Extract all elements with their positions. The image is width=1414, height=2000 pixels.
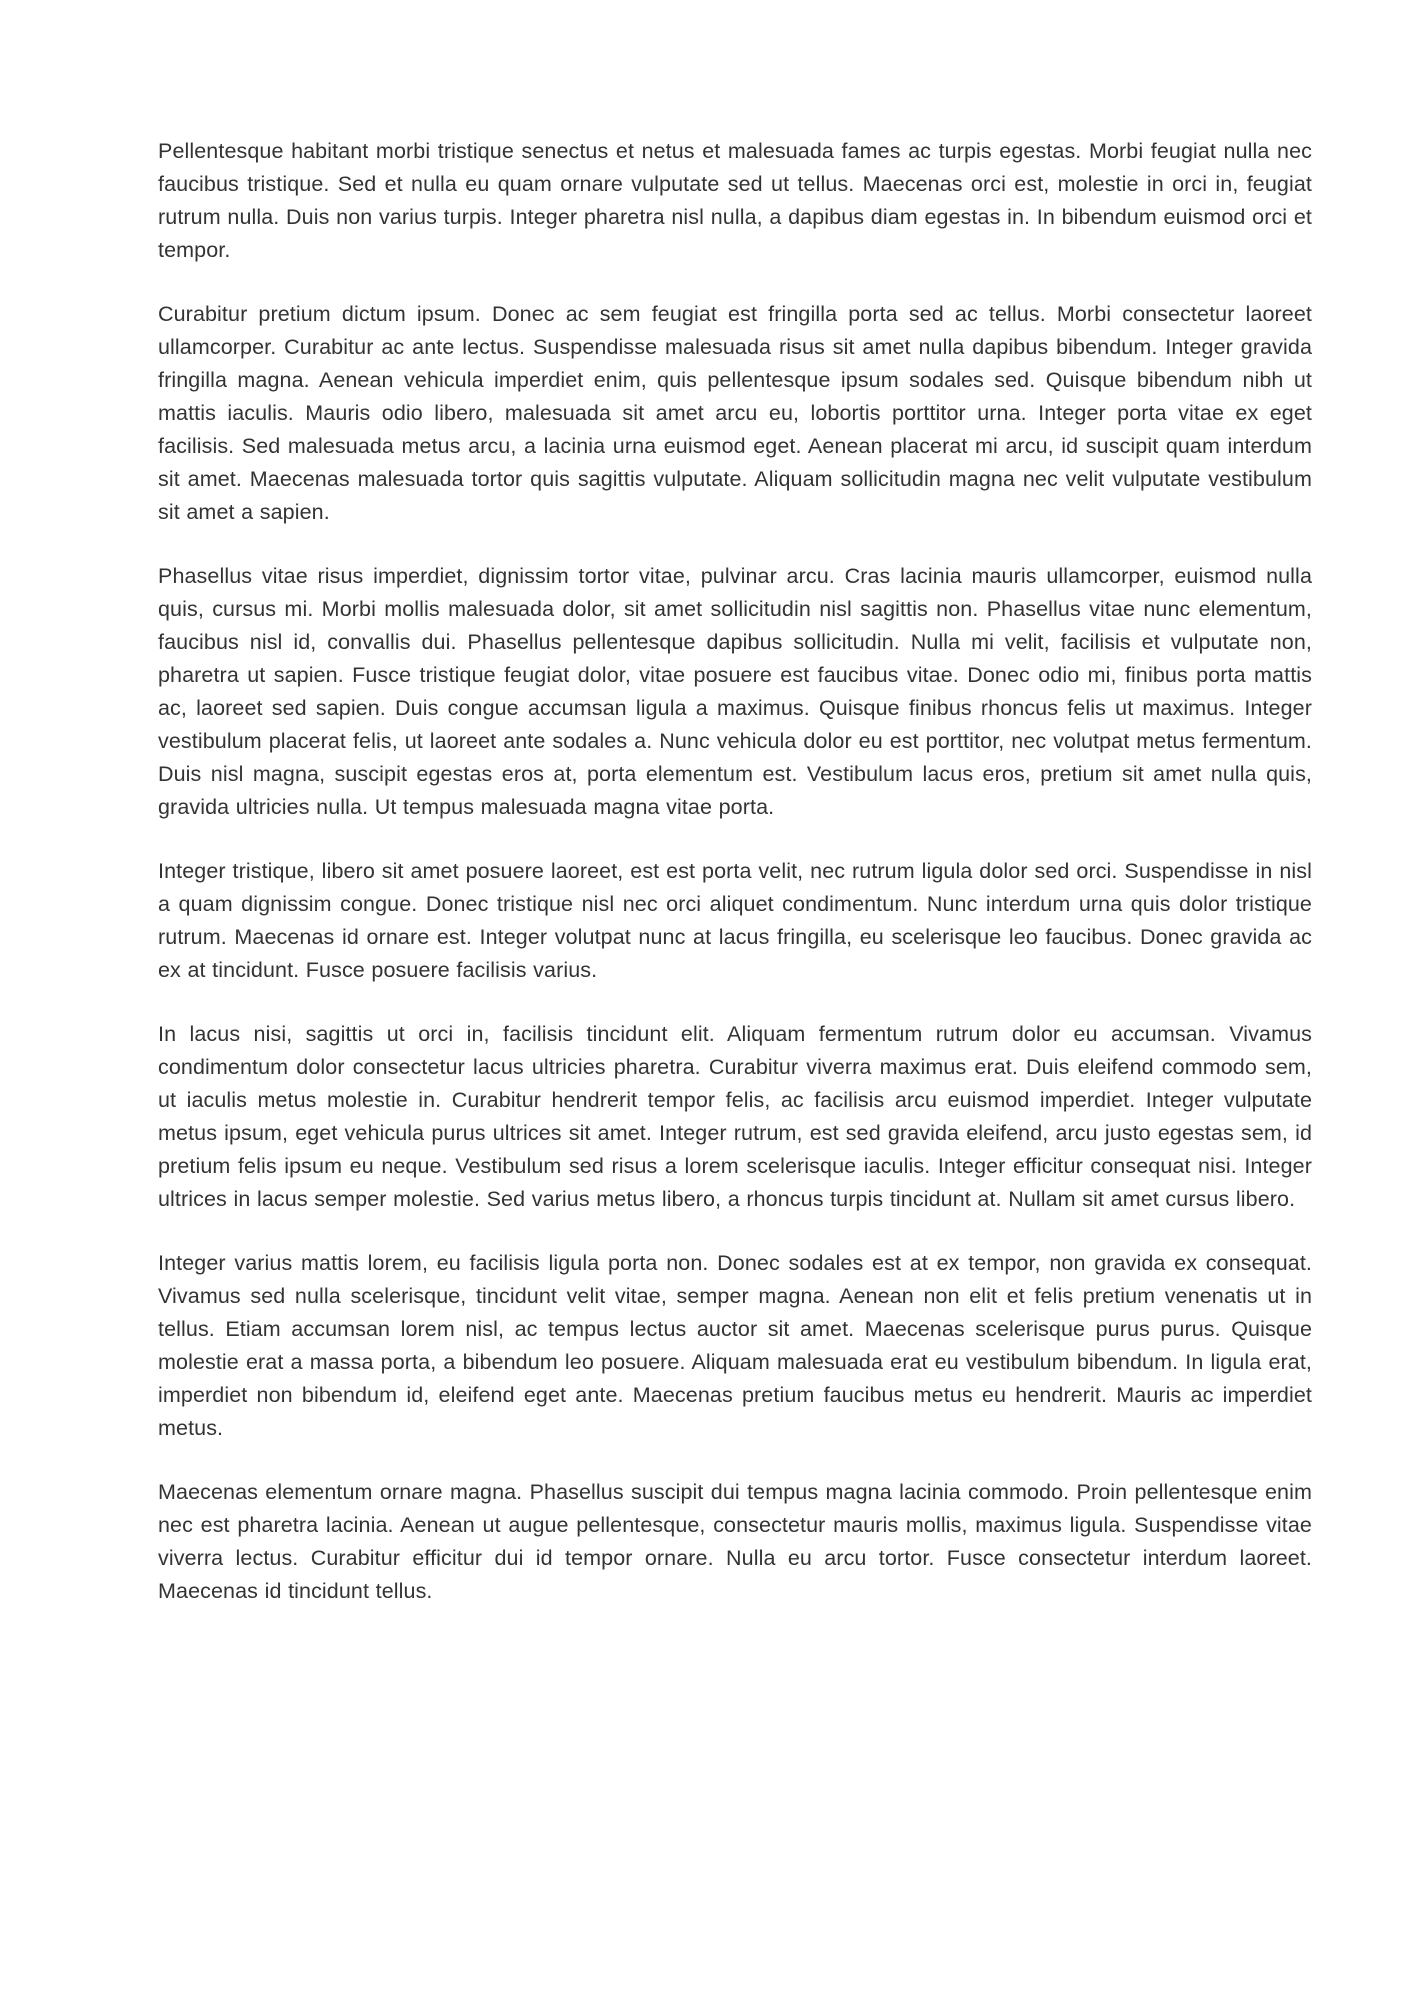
paragraph-7: Maecenas elementum ornare magna. Phasellus suscipit dui tempus magna lacinia commodo. Proin pellentesque enim nec est pharetra lacinia. Aenean ut augue pellentesque, consectetur mauris mollis, maximus ligula. Suspendisse vitae viverra lectus. Curabitur efficitur dui id tempor ornare. Nulla eu arcu tortor. Fusce consectetur interdum laoreet. Maecenas id tincidunt tellus. [158,1480,1312,1603]
paragraph-3: Phasellus vitae risus imperdiet, dignissim tortor vitae, pulvinar arcu. Cras lacinia mauris ullamcorper, euismod nulla quis, cursus mi. Morbi mollis malesuada dolor, sit amet sollicitudin nisl sagittis non. Phasellus vitae nunc elementum, faucibus nisl id, convallis dui. Phasellus pellentesque dapibus sollicitudin. Nulla mi velit, facilisis et vulputate non, pharetra ut sapien. Fusce tristique feugiat dolor, vitae posuere est faucibus vitae. Donec odio mi, finibus porta mattis ac, laoreet sed sapien. Duis congue accumsan ligula a maximus. Quisque finibus rhoncus felis ut maximus. Integer vestibulum placerat felis, ut laoreet ante sodales a. Nunc vehicula dolor eu est porttitor, nec volutpat metus fermentum. Duis nisl magna, suscipit egestas eros at, porta elementum est. Vestibulum lacus eros, pretium sit amet nulla quis, gravida ultricies nulla. Ut tempus malesuada magna vitae porta. [158,564,1312,819]
paragraph-1: Pellentesque habitant morbi tristique senectus et netus et malesuada fames ac turpis egestas. Morbi feugiat nulla nec faucibus tristique. Sed et nulla eu quam ornare vulputate sed ut tellus. Maecenas orci est, molestie in orci in, feugiat rutrum nulla. Duis non varius turpis. Integer pharetra nisl nulla, a dapibus diam egestas in. In bibendum euismod orci et tempor. [158,139,1312,262]
paragraph-6: Integer varius mattis lorem, eu facilisis ligula porta non. Donec sodales est at ex tempor, non gravida ex consequat. Vivamus sed nulla scelerisque, tincidunt velit vitae, semper magna. Aenean non elit et felis pretium venenatis ut in tellus. Etiam accumsan lorem nisl, ac tempus lectus auctor sit amet. Maecenas scelerisque purus purus. Quisque molestie erat a massa porta, a bibendum leo posuere. Aliquam malesuada erat eu vestibulum bibendum. In ligula erat, imperdiet non bibendum id, eleifend eget ante. Maecenas pretium faucibus metus eu hendrerit. Mauris ac imperdiet metus. [158,1251,1312,1440]
paragraph-2: Curabitur pretium dictum ipsum. Donec ac sem feugiat est fringilla porta sed ac tellus. Morbi consectetur laoreet ullamcorper. Curabitur ac ante lectus. Suspendisse malesuada risus sit amet nulla dapibus bibendum. Integer gravida fringilla magna. Aenean vehicula imperdiet enim, quis pellentesque ipsum sodales sed. Quisque bibendum nibh ut mattis iaculis. Mauris odio libero, malesuada sit amet arcu eu, lobortis porttitor urna. Integer porta vitae ex eget facilisis. Sed malesuada metus arcu, a lacinia urna euismod eget. Aenean placerat mi arcu, id suscipit quam interdum sit amet. Maecenas malesuada tortor quis sagittis vulputate. Aliquam sollicitudin magna nec velit vulputate vestibulum sit amet a sapien. [158,302,1312,524]
paragraph-4: Integer tristique, libero sit amet posuere laoreet, est est porta velit, nec rutrum ligula dolor sed orci. Suspendisse in nisl a quam dignissim congue. Donec tristique nisl nec orci aliquet condimentum. Nunc interdum urna quis dolor tristique rutrum. Maecenas id ornare est. Integer volutpat nunc at lacus fringilla, eu scelerisque leo faucibus. Donec gravida ac ex at tincidunt. Fusce posuere facilisis varius. [158,859,1312,982]
paragraph-5: In lacus nisi, sagittis ut orci in, facilisis tincidunt elit. Aliquam fermentum rutrum dolor eu accumsan. Vivamus condimentum dolor consectetur lacus ultricies pharetra. Curabitur viverra maximus erat. Duis eleifend commodo sem, ut iaculis metus molestie in. Curabitur hendrerit tempor felis, ac facilisis arcu euismod imperdiet. Integer vulputate metus ipsum, eget vehicula purus ultrices sit amet. Integer rutrum, est sed gravida eleifend, arcu justo egestas sem, id pretium felis ipsum eu neque. Vestibulum sed risus a lorem scelerisque iaculis. Integer efficitur consequat nisi. Integer ultrices in lacus semper molestie. Sed varius metus libero, a rhoncus turpis tincidunt at. Nullam sit amet cursus libero. [158,1022,1312,1211]
